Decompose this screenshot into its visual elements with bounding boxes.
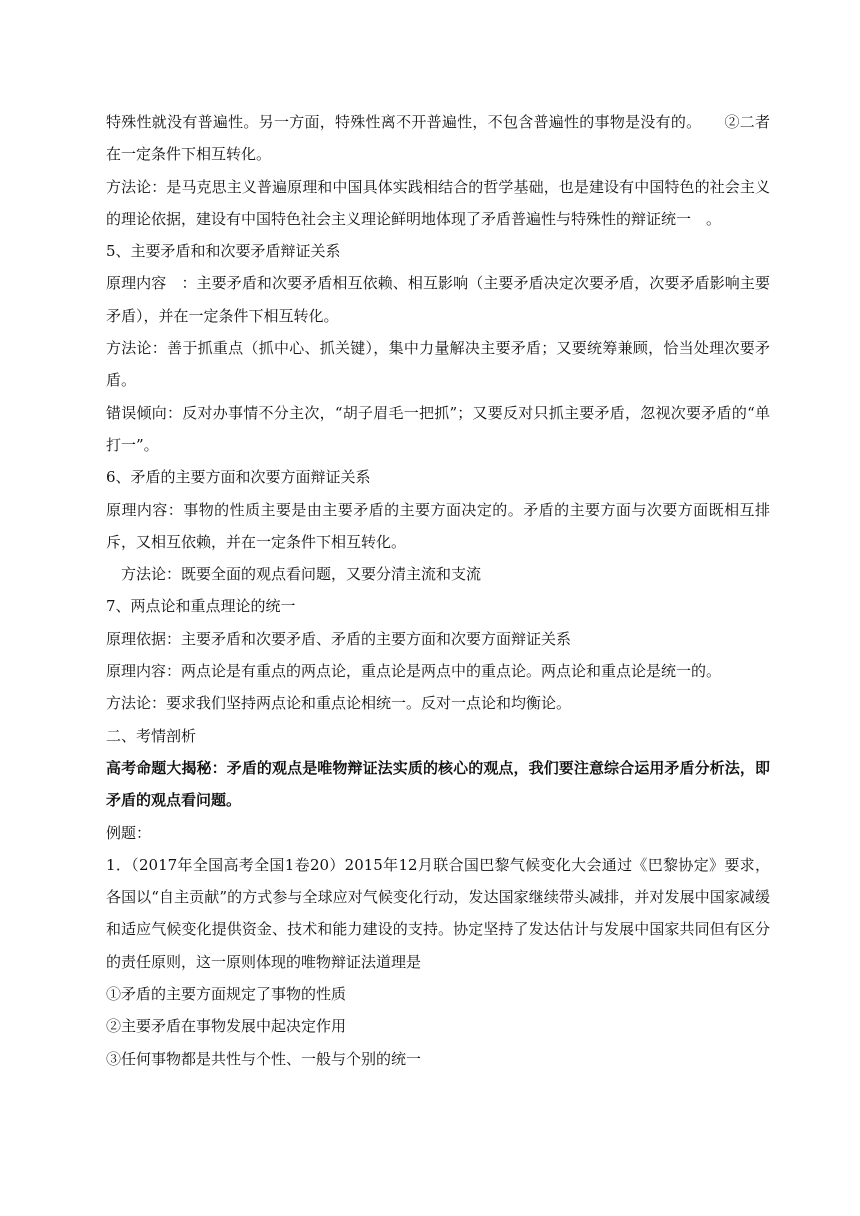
para-question-1: 1．（2017年全国高考全国1卷20）2015年12月联合国巴黎气候变化大会通过《巴黎协定》要求，各国以“自主贡献”的方式参与全球应对气候变化行动，发达国家继续带头减排，并对发展中国家减缓和适应气候变化提供资金、技术和能力建设的支持。协定坚持了发达估计与发展中国家共同但有区分的责任原则，这一原则体现的唯物辩证法道理是 [106,855,770,971]
option-1: ①矛盾的主要方面规定了事物的性质 [106,985,347,1004]
para-method-7: 方法论：要求我们坚持两点论和重点论相统一。反对一点论和均衡论。 [106,694,572,713]
para-basis-7: 原理依据：主要矛盾和次要矛盾、矛盾的主要方面和次要方面辩证关系 [106,629,572,648]
heading-analysis: 二、考情剖析 [106,726,197,745]
para-exam-reveal: 高考命题大揭秘：矛盾的观点是唯物辩证法实质的核心的观点，我们要注意综合运用矛盾分析法，即矛盾的观点看问题。 [106,758,770,810]
para-principle-6: 原理内容：事物的性质主要是由主要矛盾的主要方面决定的。矛盾的主要方面与次要方面既相互排斥，又相互依赖，并在一定条件下相互转化。 [106,500,770,551]
para-method-6: 方法论：既要全面的观点看问题，又要分清主流和支流 [121,565,482,584]
heading-7: 7、两点论和重点理论的统一 [106,597,296,616]
para-principle-7: 原理内容：两点论是有重点的两点论，重点论是两点中的重点论。两点论和重点论是统一的。 [106,662,722,681]
option-2: ②主要矛盾在事物发展中起决定作用 [106,1017,347,1036]
para-methodology-1: 方法论：是马克思主义普遍原理和中国具体实践相结合的哲学基础，也是建设有中国特色的社会主义的理论依据，建设有中国特色社会主义理论鲜明地体现了矛盾普遍性与特殊性的辩证统一 。 [106,177,770,228]
para-method-5: 方法论：善于抓重点（抓中心、抓关键），集中力量解决主要矛盾；又要统筹兼顾，恰当处理次要矛盾。 [106,339,770,390]
para-universality-text: 特殊性就没有普遍性。另一方面，特殊性离不开普遍性，不包含普遍性的事物是没有的。 ②二者在一定条件下相互转化。 [106,113,770,164]
document-body [106,106,770,1075]
para-principle-5: 原理内容 ：主要矛盾和次要矛盾相互依赖、相互影响（主要矛盾决定次要矛盾，次要矛盾影响主要矛盾），并在一定条件下相互转化。 [106,274,770,325]
heading-5: 5、主要矛盾和和次要矛盾辩证关系 [106,242,341,261]
para-error-5: 错误倾向：反对办事情不分主次，“胡子眉毛一把抓”；又要反对只抓主要矛盾，忽视次要矛盾的“单打一”。 [106,403,770,454]
heading-6: 6、矛盾的主要方面和次要方面辩证关系 [106,468,371,487]
option-3: ③任何事物都是共性与个性、一般与个别的统一 [106,1049,422,1068]
para-example-label: 例题： [106,823,152,842]
